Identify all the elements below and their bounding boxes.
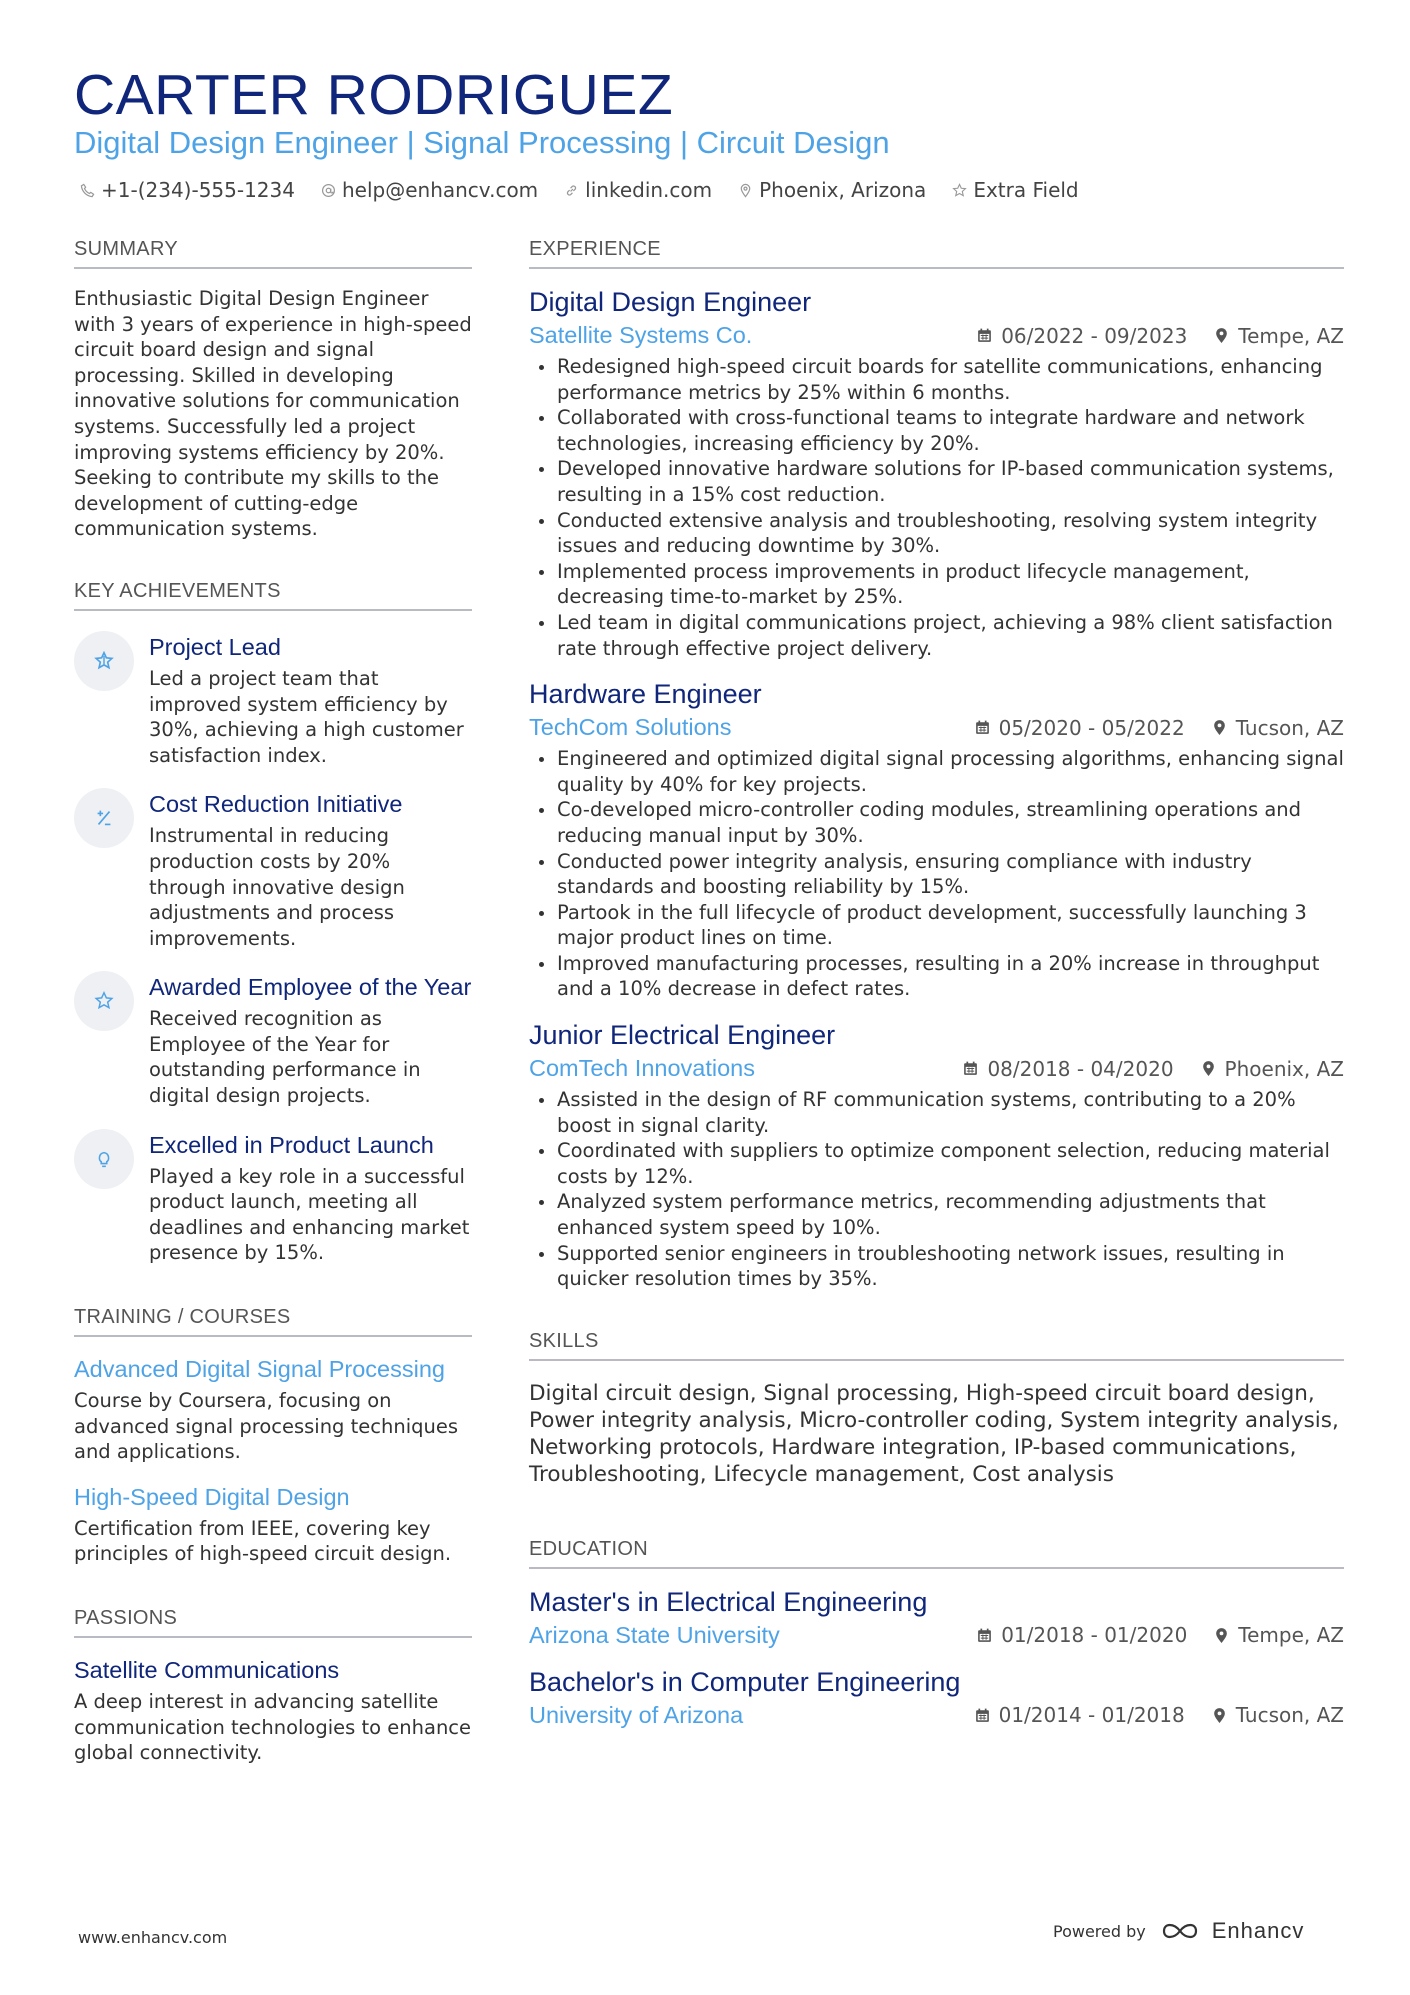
left-column	[74, 238, 472, 1766]
powered-by-label: Powered by	[1053, 1921, 1146, 1941]
job-dates: 08/2018 - 04/2020	[987, 1056, 1174, 1081]
education-entry	[529, 1665, 1344, 1729]
job-entry	[529, 677, 1344, 1002]
achievement-item	[74, 1129, 472, 1266]
job-entry	[529, 285, 1344, 661]
achievement-title: Awarded Employee of the Year	[149, 974, 472, 1001]
achievement-item	[74, 788, 472, 951]
candidate-name: CARTER RODRIGUEZ	[74, 63, 674, 127]
contact-extra-field	[952, 178, 1078, 202]
location-icon	[1213, 1627, 1230, 1644]
calendar-icon	[976, 1627, 993, 1644]
education-section	[529, 1538, 1344, 1729]
enhancv-brand-text: Enhancv	[1211, 1918, 1305, 1943]
skills-heading: SKILLS	[529, 1330, 1344, 1361]
job-bullet: Redesigned high-speed circuit boards for satellite communications, enhancing performance metrics by 25% within 6 months.	[529, 354, 1344, 405]
school-name: Arizona State University	[529, 1621, 780, 1648]
achievement-desc: Instrumental in reducing production costs by 20% through innovative design adjustments and process improvements.	[149, 824, 405, 950]
job-title: Digital Design Engineer	[529, 287, 812, 317]
achievements-section	[74, 580, 472, 1266]
contact-bar	[80, 178, 1079, 202]
courses-heading: TRAINING / COURSES	[74, 1306, 472, 1337]
calendar-icon	[962, 1060, 979, 1077]
degree-title: Master's in Electrical Engineering	[529, 1586, 928, 1617]
achievement-item	[74, 631, 472, 768]
location-icon	[1211, 719, 1228, 736]
job-bullet: Co-developed micro-controller coding modules, streamlining operations and reducing manual input by 30%.	[529, 797, 1344, 848]
job-bullet: Conducted extensive analysis and troubleshooting, resolving system integrity issues and reducing downtime by 30%.	[529, 508, 1344, 559]
education-dates: 01/2018 - 01/2020	[1001, 1623, 1188, 1648]
course-desc: Course by Coursera, focusing on advanced signal processing techniques and applications.	[74, 1389, 459, 1464]
summary-text: Enthusiastic Digital Design Engineer with 3 years of experience in high-speed circuit board design and signal processing. Skilled in developing innovative solutions for communication systems. Successfully led a project improving systems efficiency by 20%. Seeking to contribute my skills to the development of cutting-edge communication systems.	[74, 287, 472, 541]
job-bullet: Developed innovative hardware solutions for IP-based communication systems, resulting in a 15% cost reduction.	[529, 456, 1344, 507]
job-bullet: Led team in digital communications project, achieving a 98% client satisfaction rate through effective project delivery.	[529, 610, 1344, 661]
achievement-desc: Led a project team that improved system efficiency by 30%, achieving a high customer satisfaction index.	[149, 666, 464, 767]
location-icon	[1200, 1060, 1217, 1077]
summary-section	[74, 238, 472, 542]
enhancv-logo-icon	[1160, 1919, 1206, 1943]
job-title: Junior Electrical Engineer	[529, 1020, 836, 1051]
footer-website[interactable]: www.enhancv.com	[78, 1928, 228, 1947]
job-bullet: Supported senior engineers in troubleshooting network issues, resulting in quicker resolution times by 35%.	[529, 1241, 1344, 1292]
course-title: Advanced Digital Signal Processing	[74, 1356, 445, 1383]
contact-linkedin[interactable]	[564, 178, 712, 202]
lightbulb-icon	[93, 1148, 115, 1170]
passions-section	[74, 1607, 472, 1766]
calendar-icon	[974, 1707, 991, 1724]
calendar-icon	[976, 327, 993, 344]
passion-title: Satellite Communications	[74, 1657, 340, 1683]
footer-branding[interactable]	[1053, 1918, 1304, 1944]
location-icon	[1213, 327, 1230, 344]
experience-heading: EXPERIENCE	[529, 238, 1344, 269]
achievement-title: Cost Reduction Initiative	[149, 791, 403, 818]
achievement-title: Project Lead	[149, 633, 281, 660]
calendar-icon	[974, 719, 991, 736]
contact-linkedin-text: linkedin.com	[585, 178, 713, 202]
star-badge-icon	[93, 650, 115, 672]
job-company: ComTech Innovations	[529, 1055, 755, 1082]
phone-icon	[80, 183, 95, 198]
education-location: Tucson, AZ	[1235, 1703, 1344, 1728]
experience-section	[529, 238, 1344, 1292]
contact-phone[interactable]	[80, 178, 295, 202]
passion-item	[74, 1656, 472, 1766]
job-bullets	[529, 1087, 1344, 1292]
achievement-title: Excelled in Product Launch	[149, 1131, 434, 1158]
job-dates: 05/2020 - 05/2022	[998, 715, 1185, 740]
courses-section	[74, 1306, 472, 1567]
job-bullet: Engineered and optimized digital signal processing algorithms, enhancing signal quality by 40% for key projects.	[529, 746, 1344, 797]
link-icon	[564, 183, 579, 198]
job-bullet: Collaborated with cross-functional teams to integrate hardware and network technologies, increasing efficiency by 20%.	[529, 405, 1344, 456]
education-heading: EDUCATION	[529, 1538, 1344, 1569]
cost-reduction-icon	[93, 807, 115, 829]
job-location: Tempe, AZ	[1238, 323, 1344, 348]
location-icon	[738, 183, 753, 198]
job-title: Hardware Engineer	[529, 679, 762, 710]
email-icon	[321, 183, 336, 198]
enhancv-logo	[1160, 1918, 1305, 1944]
degree-title: Bachelor's in Computer Engineering	[529, 1666, 961, 1697]
course-item	[74, 1355, 472, 1465]
job-dates: 06/2022 - 09/2023	[1001, 323, 1188, 348]
job-bullets	[529, 746, 1344, 1002]
skills-section	[529, 1330, 1344, 1488]
contact-extra-field-text: Extra Field	[973, 178, 1079, 202]
contact-phone-text: +1-(234)-555-1234	[101, 178, 295, 202]
star-outline-icon	[93, 990, 115, 1012]
job-bullet: Improved manufacturing processes, resulting in a 20% increase in throughput and a 10% decrease in defect rates.	[529, 951, 1344, 1002]
job-bullet: Implemented process improvements in product lifecycle management, decreasing time-to-market by 25%.	[529, 559, 1344, 610]
passions-heading: PASSIONS	[74, 1607, 472, 1638]
contact-location-text: Phoenix, Arizona	[759, 178, 927, 202]
job-company: Satellite Systems Co.	[529, 322, 753, 348]
passion-desc: A deep interest in advancing satellite communication technologies to enhance global connectivity.	[74, 1690, 472, 1765]
job-bullet: Partook in the full lifecycle of product development, successfully launching 3 major product lines on time.	[529, 900, 1344, 951]
achievement-item	[74, 971, 472, 1108]
candidate-headline: Digital Design Engineer | Signal Processing | Circuit Design	[74, 125, 890, 160]
job-bullets	[529, 354, 1344, 661]
skills-text: Digital circuit design, Signal processing, High-speed circuit board design, Power integrity analysis, Micro-controller coding, System integrity analysis, Networking protocols, Hardware integration, IP-based communications, Troubleshooting, Lifecycle management, Cost analysis	[529, 1380, 1339, 1487]
contact-location	[738, 178, 926, 202]
achievement-desc: Played a key role in a successful product launch, meeting all deadlines and enhancing market presence by 15%.	[149, 1164, 470, 1265]
education-dates: 01/2014 - 01/2018	[998, 1703, 1185, 1728]
right-column	[529, 238, 1344, 1729]
job-bullet: Assisted in the design of RF communication systems, contributing to a 20% boost in signal clarity.	[529, 1087, 1344, 1138]
course-item	[74, 1483, 472, 1567]
achievement-desc: Received recognition as Employee of the Year for outstanding performance in digital design projects.	[149, 1007, 421, 1108]
summary-heading: SUMMARY	[74, 238, 472, 269]
school-name: University of Arizona	[529, 1701, 744, 1728]
job-company: TechCom Solutions	[529, 714, 732, 741]
job-entry	[529, 1018, 1344, 1292]
education-entry	[529, 1585, 1344, 1649]
contact-email-text: help@enhancv.com	[341, 178, 539, 202]
location-icon	[1211, 1707, 1228, 1724]
job-location: Phoenix, AZ	[1224, 1056, 1344, 1081]
course-title: High-Speed Digital Design	[74, 1483, 350, 1510]
job-bullet: Analyzed system performance metrics, recommending adjustments that enhanced system speed by 10%.	[529, 1189, 1344, 1240]
achievements-heading: KEY ACHIEVEMENTS	[74, 580, 472, 611]
job-location: Tucson, AZ	[1235, 715, 1344, 740]
education-location: Tempe, AZ	[1238, 1623, 1344, 1648]
contact-email[interactable]	[321, 178, 538, 202]
course-desc: Certification from IEEE, covering key principles of high-speed circuit design.	[74, 1516, 452, 1566]
star-icon	[952, 183, 967, 198]
job-bullet: Coordinated with suppliers to optimize component selection, reducing material costs by 12%.	[529, 1138, 1344, 1189]
job-bullet: Conducted power integrity analysis, ensuring compliance with industry standards and boosting reliability by 15%.	[529, 849, 1344, 900]
